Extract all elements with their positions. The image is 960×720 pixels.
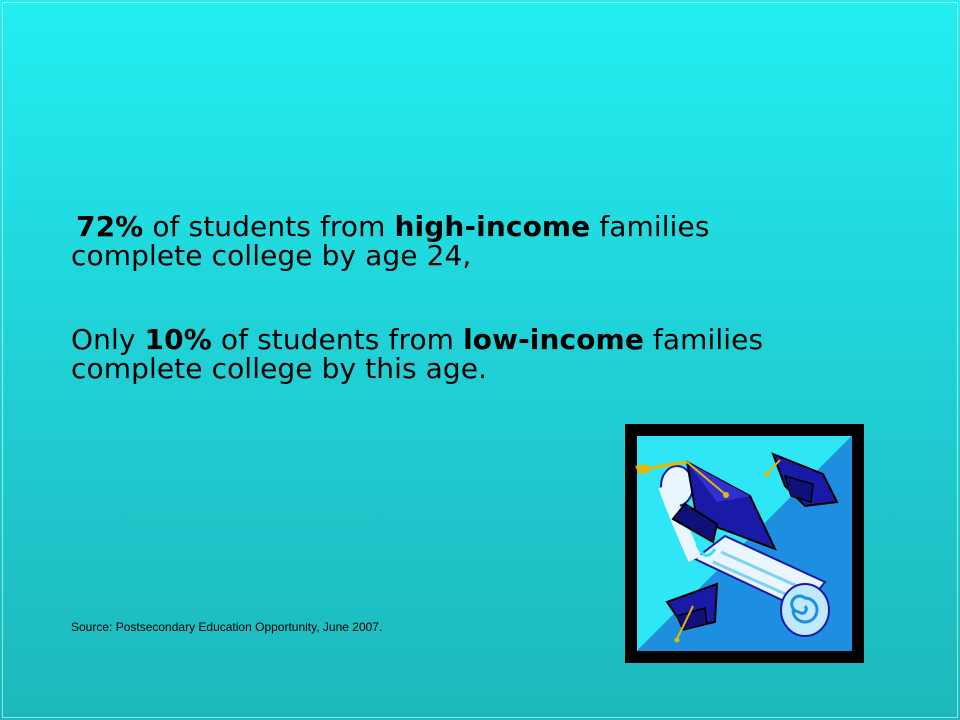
text-fragment: of students from (211, 323, 464, 356)
text-fragment: of students from (143, 210, 395, 243)
text-fragment: Only (71, 323, 145, 356)
statistic-high-income-line1 (71, 212, 851, 241)
statistic-high-income-line2: complete college by age 24, (71, 239, 472, 272)
text-fragment: families (590, 210, 710, 243)
statistic-high-income (71, 212, 851, 270)
statistic-low-income-line2: complete college by this age. (71, 352, 488, 385)
statistic-low-income-line1 (71, 325, 851, 354)
text-fragment: families (643, 323, 764, 356)
source-citation: Source: Postsecondary Education Opportunity, June 2007. (71, 620, 383, 634)
low-income-label: low-income (463, 323, 644, 356)
low-income-percent: 10% (144, 323, 212, 356)
statistic-low-income (71, 325, 851, 383)
graduation-caps-diploma-icon (625, 424, 864, 663)
high-income-label: high-income (394, 210, 591, 243)
high-income-percent: 72% (76, 210, 144, 243)
